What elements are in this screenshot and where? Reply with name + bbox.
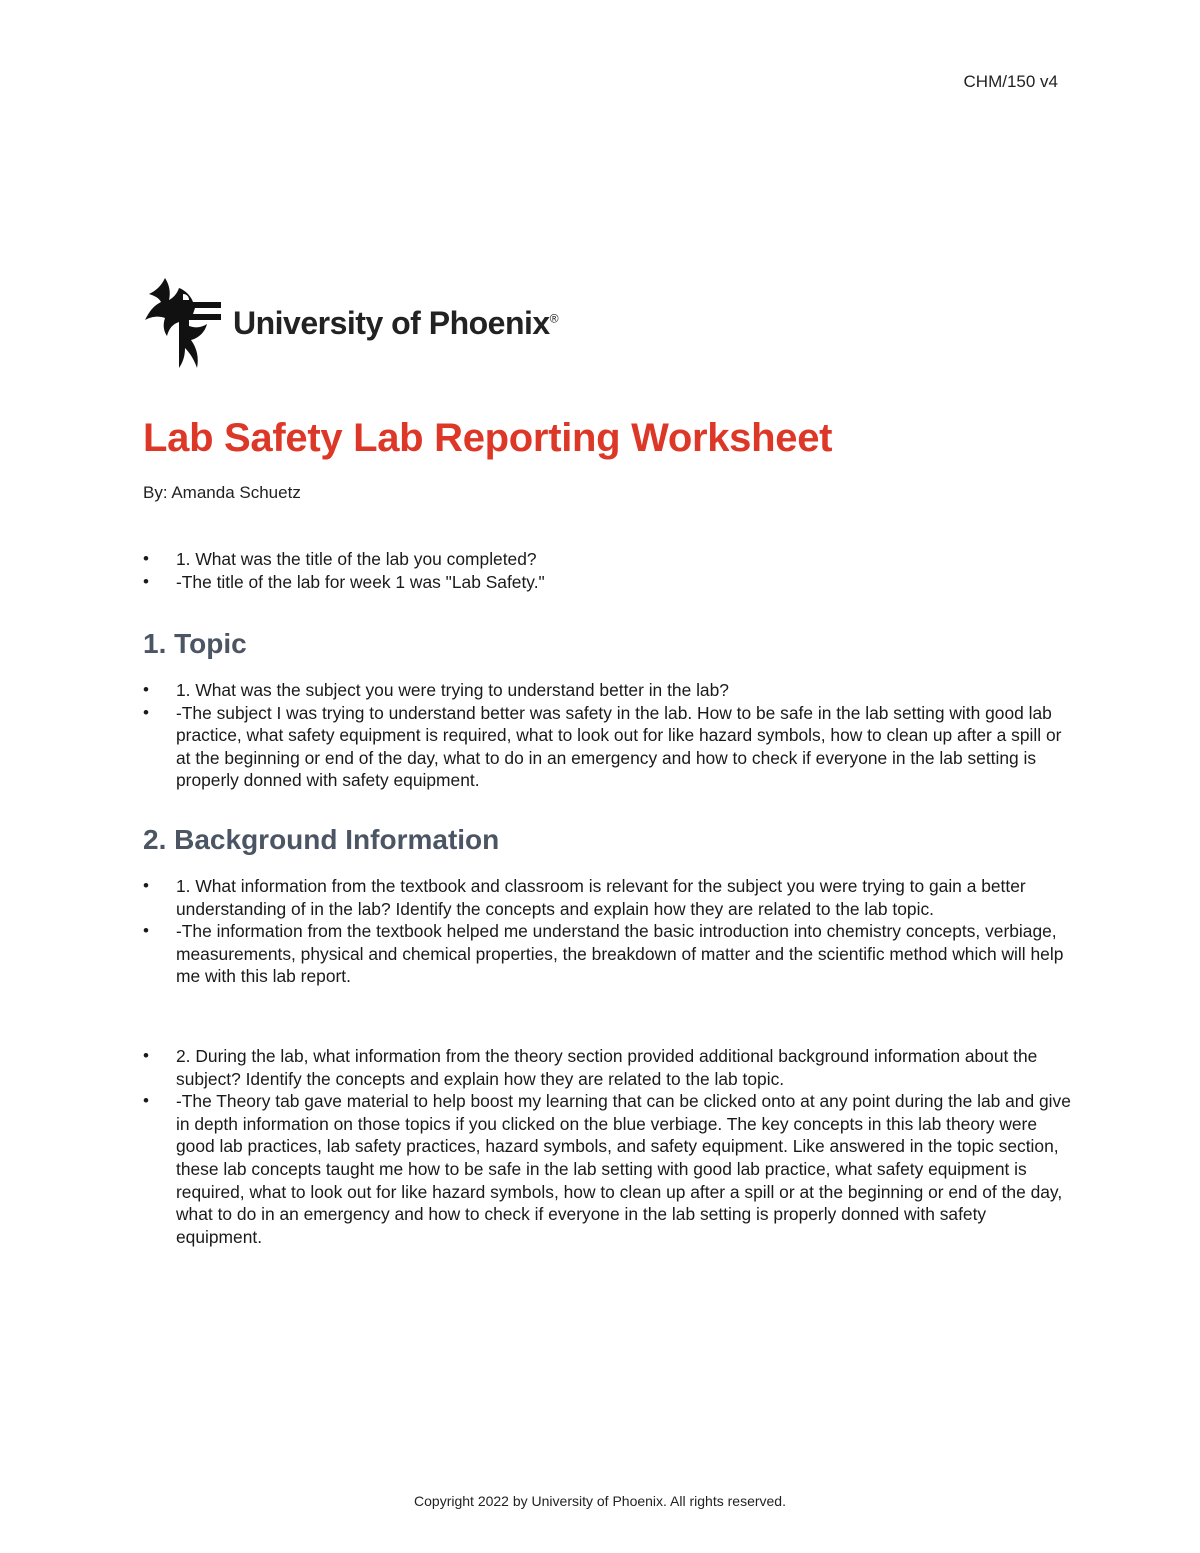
background-list-2 (143, 1045, 1073, 1248)
registered-mark: ® (549, 310, 559, 325)
phoenix-bird-icon (143, 276, 223, 370)
intro-list (143, 548, 1073, 593)
document-title: Lab Safety Lab Reporting Worksheet (143, 416, 833, 460)
list-item: • -The Theory tab gave material to help boost my learning that can be clicked onto at any point during the lab and give in depth information on those topics if you clicked on the blue verbiage. The key concepts in this lab theory were good lab practices, lab safety practices, hazard symbols, and safety equipment. Like answered in the topic section, these lab concepts taught me how to be safe in the lab setting with good lab practice, what safety equipment is required, what to look out for like hazard symbols, how to clean up after a spill or at the beginning or end of the day, what to do in an emergency and how to check if everyone in the lab setting is properly donned with safety equipment. (143, 1090, 1073, 1248)
list-item: • 2. During the lab, what information from the theory section provided additional background information about the subject? Identify the concepts and explain how they are related to the lab topic. (143, 1045, 1073, 1090)
university-logo (143, 276, 558, 370)
author-byline: By: Amanda Schuetz (143, 483, 301, 502)
section-heading-topic: 1. Topic (143, 628, 247, 659)
course-code: CHM/150 v4 (963, 72, 1058, 91)
list-item: • 1. What was the title of the lab you completed? (143, 548, 1073, 571)
list-item: • -The title of the lab for week 1 was "Lab Safety." (143, 571, 1073, 594)
section-heading-background: 2. Background Information (143, 824, 500, 855)
list-item: • 1. What was the subject you were trying to understand better in the lab? (143, 679, 1073, 702)
list-item: • 1. What information from the textbook and classroom is relevant for the subject you were trying to gain a better understanding of in the lab? Identify the concepts and explain how they are related to the lab topic. (143, 875, 1073, 920)
topic-list (143, 679, 1073, 792)
list-item: • -The information from the textbook helped me understand the basic introduction into chemistry concepts, verbiage, measurements, physical and chemical properties, the breakdown of matter and the scientific method which will help me with this lab report. (143, 920, 1073, 988)
university-wordmark: University of Phoenix® (233, 304, 559, 341)
list-item: • -The subject I was trying to understand better was safety in the lab. How to be safe in the lab setting with good lab practice, what safety equipment is required, what to look out for like hazard symbols, how to clean up after a spill or at the beginning or end of the day, what to do in an emergency and how to check if everyone in the lab setting is properly donned with safety equipment. (143, 702, 1073, 792)
copyright-footer: Copyright 2022 by University of Phoenix. All rights reserved. (414, 1493, 786, 1509)
background-list (143, 875, 1073, 988)
